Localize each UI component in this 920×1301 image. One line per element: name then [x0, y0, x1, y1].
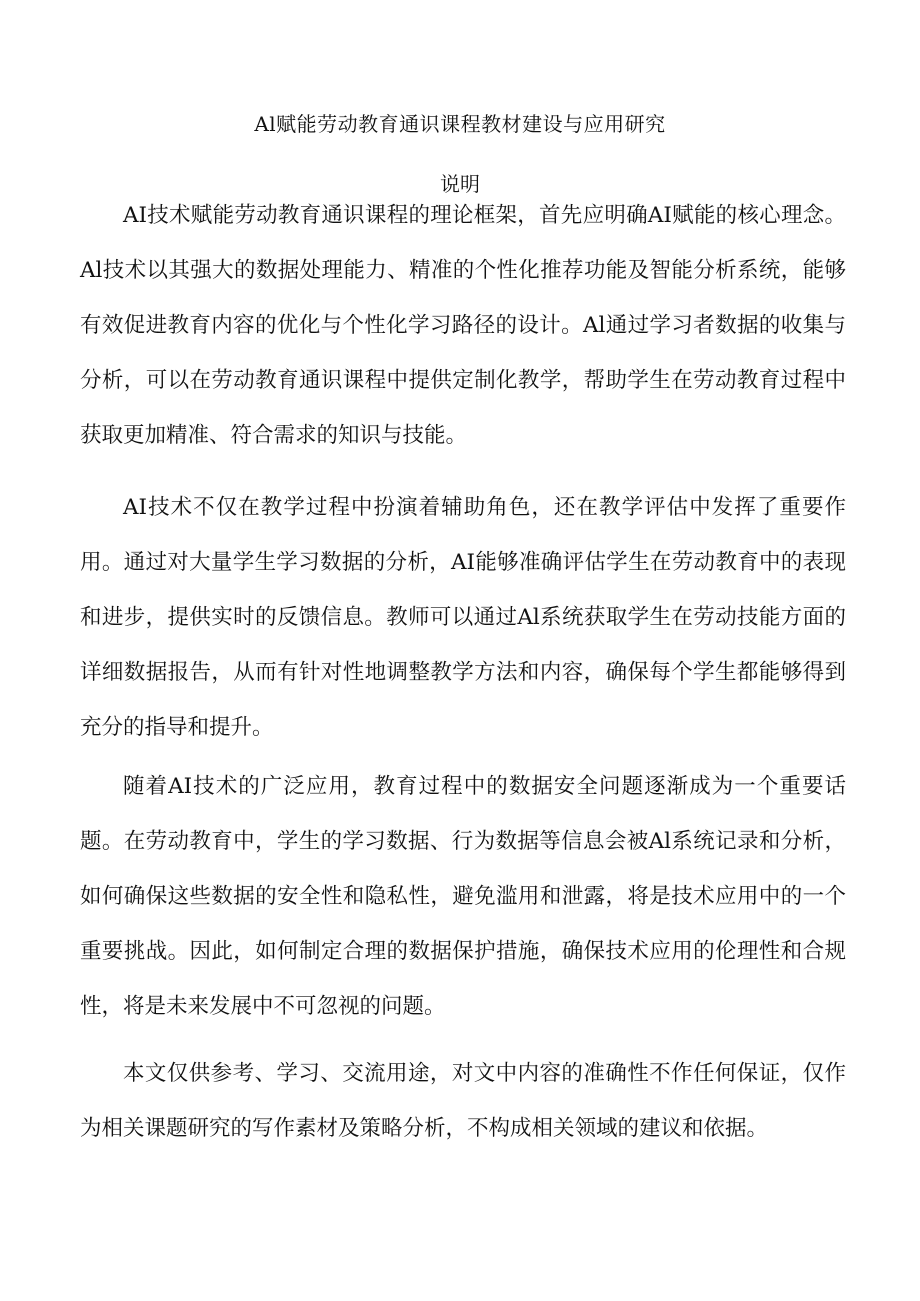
paragraph-2: AI技术不仅在教学过程中扮演着辅助角色，还在教学评估中发挥了重要作用。通过对大量学生学习数据的分析，AI能够准确评估学生在劳动教育中的表现和进步，提供实时的反馈信息。教师可以通过Al系统获取学生在劳动技能方面的详细数据报告，从而有针对性地调整教学方法和内容，确保每个学生都能够得到充分的指导和提升。: [80, 495, 846, 740]
paragraph-4: 本文仅供参考、学习、交流用途，对文中内容的准确性不作任何保证，仅作为相关课题研究的写作素材及策略分析，不构成相关领域的建议和依据。: [80, 1061, 846, 1141]
section-heading: 说明: [440, 172, 480, 196]
paragraph-1: AI技术赋能劳动教育通识课程的理论框架，首先应明确AI赋能的核心理念。Al技术以其强大的数据处理能力、精准的个性化推荐功能及智能分析系统，能够有效促进教育内容的优化与个性化学习路径的设计。Al通过学习者数据的收集与分析，可以在劳动教育通识课程中提供定制化教学，帮助学生在劳动教育过程中获取更加精准、符合需求的知识与技能。: [80, 203, 846, 448]
document-title: Al赋能劳动教育通识课程教材建设与应用研究: [254, 112, 666, 136]
paragraph-3: 随着AI技术的广泛应用，教育过程中的数据安全问题逐渐成为一个重要话题。在劳动教育中，学生的学习数据、行为数据等信息会被Al系统记录和分析，如何确保这些数据的安全性和隐私性，避免滥用和泄露，将是技术应用中的一个重要挑战。因此，如何制定合理的数据保护措施，确保技术应用的伦理性和合规性，将是未来发展中不可忽视的问题。: [80, 774, 846, 1019]
